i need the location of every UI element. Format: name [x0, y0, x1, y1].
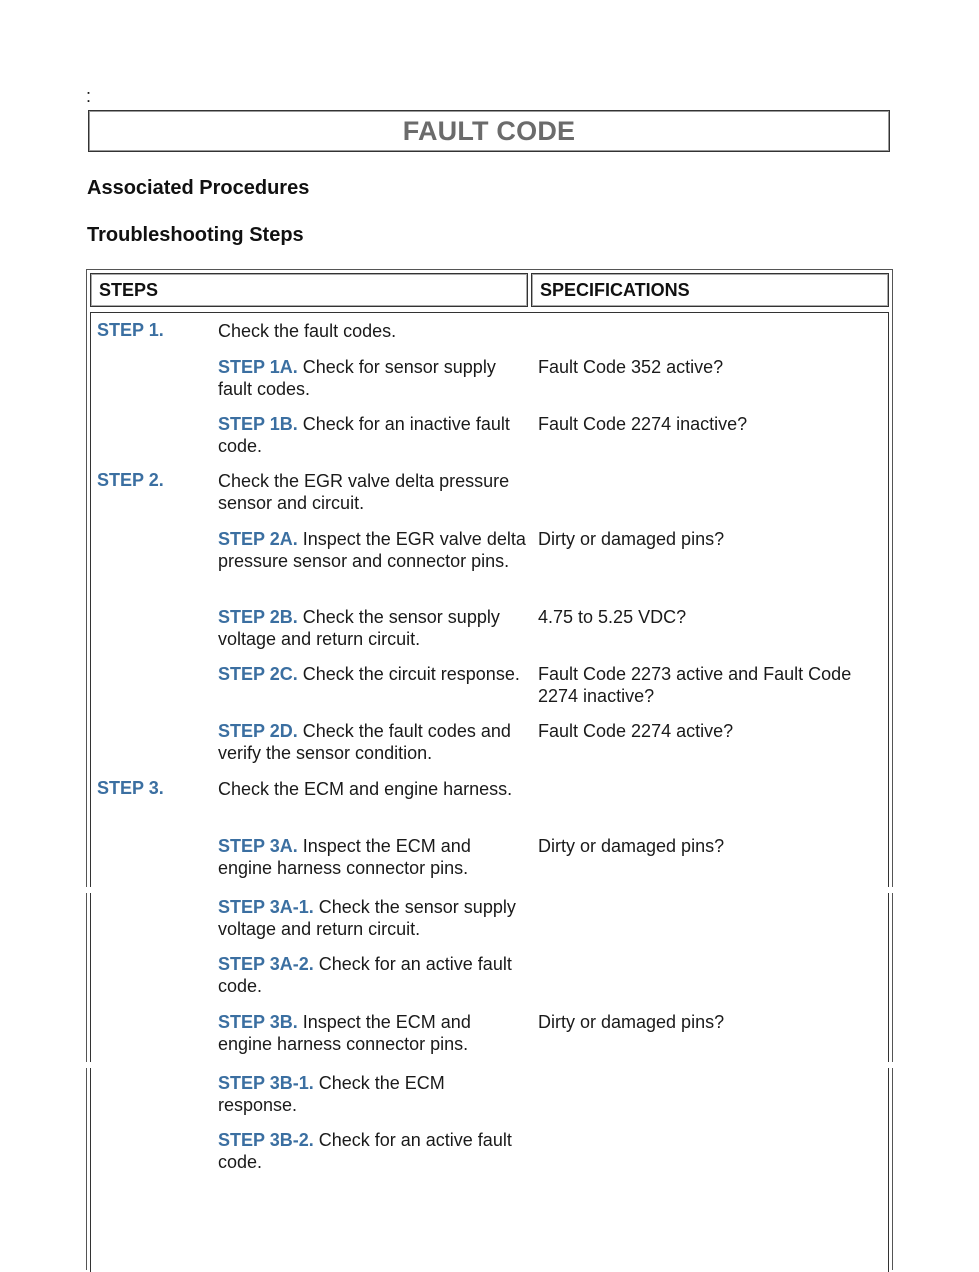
step-3b-1-text: Check the ECM response. — [218, 1073, 445, 1115]
step-2c-cell: STEP 2C. Check the circuit response. — [218, 664, 520, 684]
step-3a-cell: STEP 3A. Inspect the ECM and engine harness connector pins. — [218, 836, 471, 878]
step-2-label[interactable]: STEP 2. — [97, 470, 164, 490]
step-1b-spec: Fault Code 2274 inactive? — [538, 414, 748, 434]
step-3a-text: Inspect the ECM and engine harness connector pins. — [218, 836, 471, 878]
step-1-label[interactable]: STEP 1. — [97, 320, 164, 340]
step-3b-text: Inspect the ECM and engine harness connector pins. — [218, 1012, 471, 1054]
step-2b-label[interactable]: STEP 2B — [218, 607, 293, 627]
step-3a-2-text: Check for an active fault code. — [218, 954, 512, 996]
step-1a-cell: STEP 1A. Check for sensor supply fault codes. — [218, 357, 496, 399]
step-3b-label[interactable]: STEP 3B — [218, 1012, 293, 1032]
steps-column-header: STEPS — [90, 273, 528, 307]
step-3b-cell: STEP 3B. Inspect the ECM and engine harness connector pins. — [218, 1012, 471, 1054]
step-3-text: Check the ECM and engine harness. — [218, 779, 513, 799]
step-3a-label[interactable]: STEP 3A — [218, 836, 293, 856]
step-1b-label[interactable]: STEP 1B — [218, 414, 293, 434]
fault-code-title-box — [88, 110, 890, 152]
leading-colon: : — [86, 86, 92, 106]
step-2-text: Check the EGR valve delta pressure sensor and circuit. — [218, 471, 510, 513]
step-1a-text: Check for sensor supply fault codes. — [218, 357, 496, 399]
step-2b-text: Check the sensor supply voltage and return circuit. — [218, 607, 500, 649]
border-break — [86, 1062, 894, 1068]
step-2c-text: Check the circuit response. — [302, 664, 520, 684]
step-3a-1-cell: STEP 3A-1. Check the sensor supply voltage and return circuit. — [218, 897, 516, 939]
step-2d-cell: STEP 2D. Check the fault codes and verify the sensor condition. — [218, 721, 511, 763]
step-2d-spec: Fault Code 2274 active? — [538, 721, 734, 741]
troubleshooting-steps-heading: Troubleshooting Steps — [87, 224, 304, 246]
step-3a-2-label[interactable]: STEP 3A-2 — [218, 954, 309, 974]
step-1a-label[interactable]: STEP 1A — [218, 357, 293, 377]
step-3b-2-label[interactable]: STEP 3B-2 — [218, 1130, 309, 1150]
step-2d-text: Check the fault codes and verify the sensor condition. — [218, 721, 511, 763]
step-2a-cell: STEP 2A. Inspect the EGR valve delta pressure sensor and connector pins. — [218, 529, 526, 571]
step-2a-label[interactable]: STEP 2A — [218, 529, 293, 549]
step-2a-spec: Dirty or damaged pins? — [538, 529, 725, 549]
step-2b-spec: 4.75 to 5.25 VDC? — [538, 607, 687, 627]
step-3b-2-text: Check for an active fault code. — [218, 1130, 512, 1172]
step-2b-cell: STEP 2B. Check the sensor supply voltage and return circuit. — [218, 607, 500, 649]
step-3a-1-text: Check the sensor supply voltage and return circuit. — [218, 897, 516, 939]
step-3b-spec: Dirty or damaged pins? — [538, 1012, 725, 1032]
step-3b-1-label[interactable]: STEP 3B-1 — [218, 1073, 309, 1093]
step-3b-1-cell: STEP 3B-1. Check the ECM response. — [218, 1073, 445, 1115]
step-3-label[interactable]: STEP 3. — [97, 778, 164, 798]
step-3b-2-cell: STEP 3B-2. Check for an active fault code. — [218, 1130, 512, 1172]
step-2d-label[interactable]: STEP 2D — [218, 721, 293, 741]
step-3a-spec: Dirty or damaged pins? — [538, 836, 725, 856]
step-2c-spec: Fault Code 2273 active and Fault Code 2274 inactive? — [538, 664, 852, 706]
step-1b-cell: STEP 1B. Check for an inactive fault code. — [218, 414, 510, 456]
step-1a-spec: Fault Code 352 active? — [538, 357, 724, 377]
step-2a-text: Inspect the EGR valve delta pressure sensor and connector pins. — [218, 529, 526, 571]
associated-procedures-heading[interactable]: Associated Procedures — [87, 177, 310, 199]
step-3a-1-label[interactable]: STEP 3A-1 — [218, 897, 309, 917]
step-2c-label[interactable]: STEP 2C — [218, 664, 293, 684]
border-break — [86, 887, 894, 893]
step-3a-2-cell: STEP 3A-2. Check for an active fault code. — [218, 954, 512, 996]
step-1b-text: Check for an inactive fault code. — [218, 414, 510, 456]
step-1-text: Check the fault codes. — [218, 321, 397, 341]
specifications-column-header: SPECIFICATIONS — [531, 273, 889, 307]
page-title: FAULT CODE — [402, 115, 576, 146]
